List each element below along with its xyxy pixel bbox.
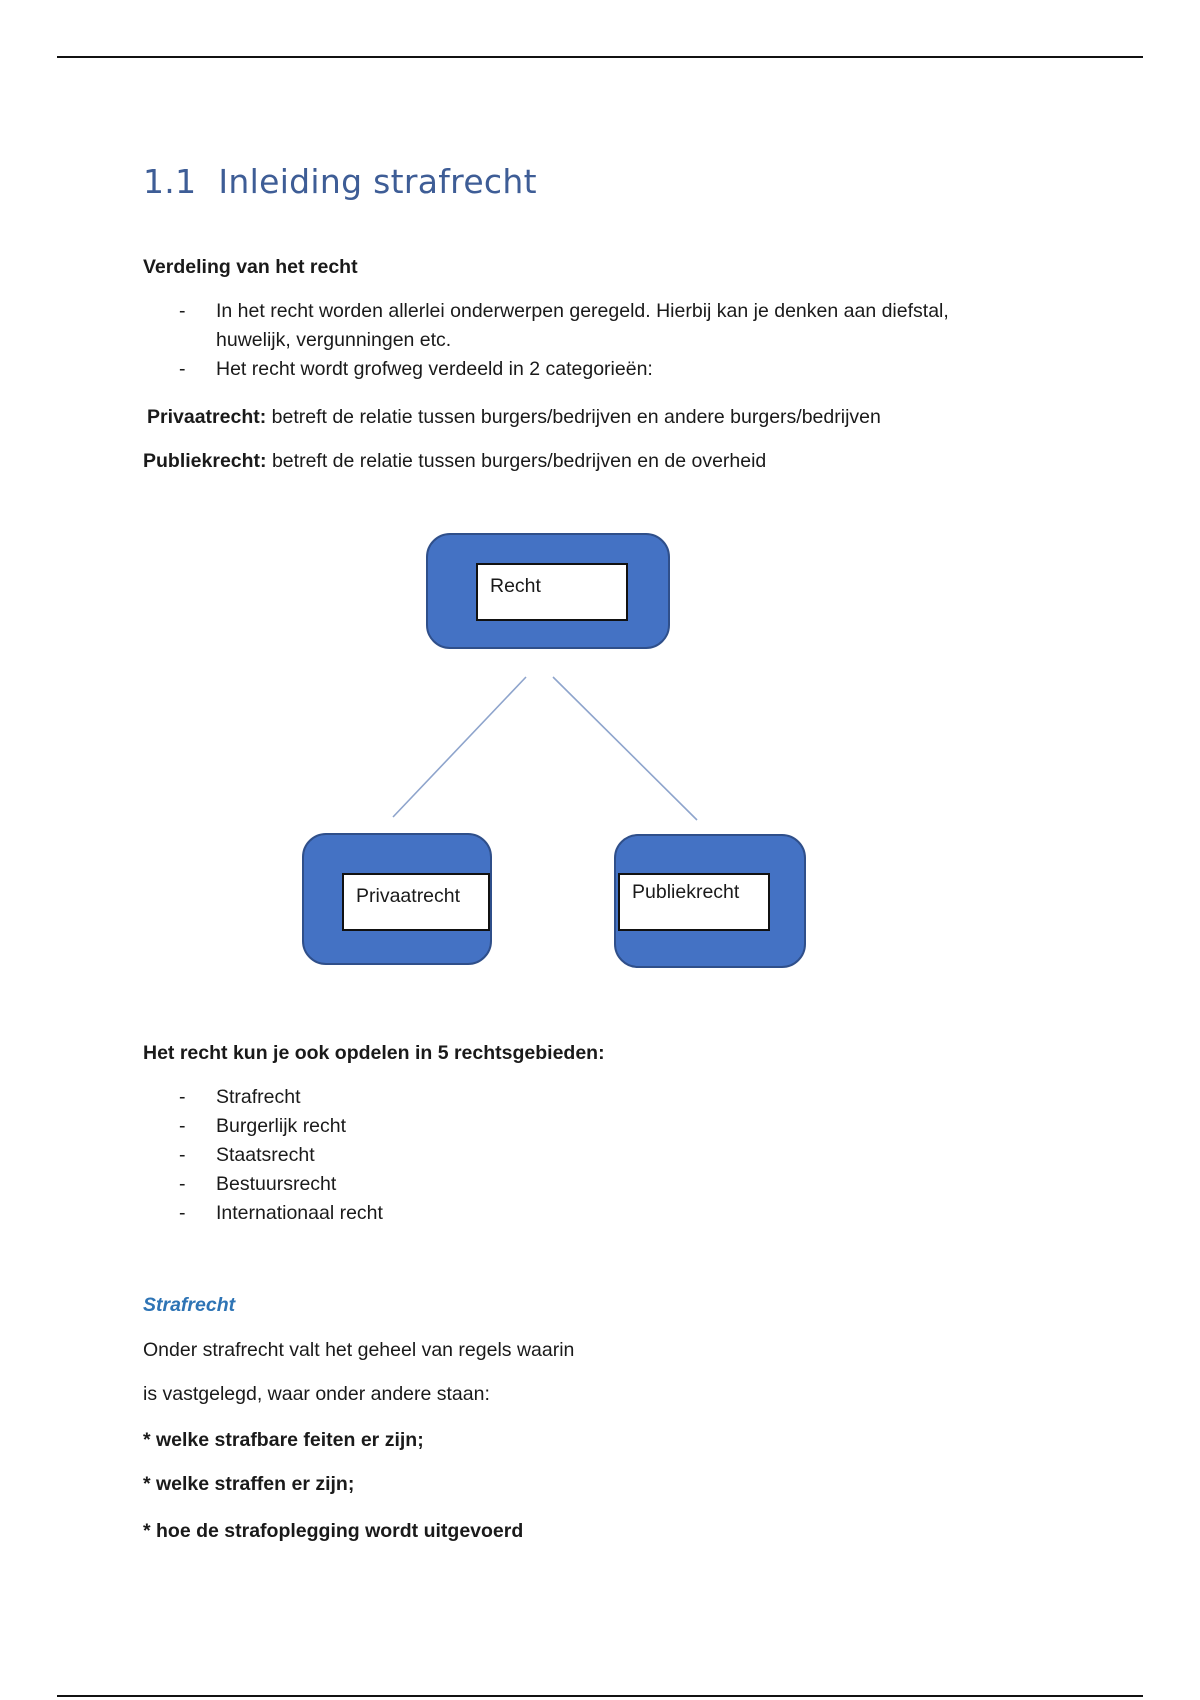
strafrecht-heading: Strafrecht <box>143 1294 236 1316</box>
connector-left <box>393 677 526 817</box>
strafrecht-line-1: Onder strafrecht valt het geheel van regels waarin <box>143 1339 575 1361</box>
verdeling-bullets <box>143 297 949 384</box>
strafrecht-line-2: is vastgelegd, waar onder andere staan: <box>143 1383 490 1405</box>
strafrecht-point-2: * welke straffen er zijn; <box>143 1473 355 1495</box>
list-item: - Staatsrecht <box>179 1144 315 1166</box>
node-label-privaatrecht: Privaatrecht <box>342 873 490 931</box>
rechtsgebieden-list <box>143 1083 383 1228</box>
connector-right <box>553 677 697 820</box>
list-item: - Burgerlijk recht <box>179 1115 347 1137</box>
verdeling-heading: Verdeling van het recht <box>143 256 358 278</box>
list-item: huwelijk, vergunningen etc. <box>216 329 452 351</box>
node-privaatrecht <box>302 833 492 965</box>
list-item: - Strafrecht <box>179 1086 301 1108</box>
publiekrecht-definition: Publiekrecht: betreft de relatie tussen burgers/bedrijven en de overheid <box>143 450 767 472</box>
list-item: - In het recht worden allerlei onderwerpen geregeld. Hierbij kan je denken aan diefstal, <box>179 300 949 322</box>
list-item: - Bestuursrecht <box>179 1173 337 1195</box>
section-title: Inleiding strafrecht <box>218 162 537 201</box>
privaatrecht-definition: Privaatrecht: betreft de relatie tussen burgers/bedrijven en andere burgers/bedrijven <box>147 406 881 428</box>
list-item: - Het recht wordt grofweg verdeeld in 2 categorieën: <box>179 358 653 380</box>
strafrecht-point-3: * hoe de strafoplegging wordt uitgevoerd <box>143 1520 524 1542</box>
footer-rule <box>57 1695 1143 1697</box>
node-publiekrecht <box>614 834 806 968</box>
node-label-publiekrecht: Publiekrecht <box>618 873 770 931</box>
recht-diagram <box>290 525 830 975</box>
section-number: 1.1 <box>143 162 197 201</box>
node-label-recht: Recht <box>476 563 628 621</box>
node-recht <box>426 533 670 649</box>
rechtsgebieden-heading: Het recht kun je ook opdelen in 5 rechtsgebieden: <box>143 1042 605 1064</box>
section-heading <box>143 162 537 201</box>
header-rule <box>57 56 1143 58</box>
strafrecht-point-1: * welke strafbare feiten er zijn; <box>143 1429 424 1451</box>
list-item: - Internationaal recht <box>179 1202 383 1224</box>
